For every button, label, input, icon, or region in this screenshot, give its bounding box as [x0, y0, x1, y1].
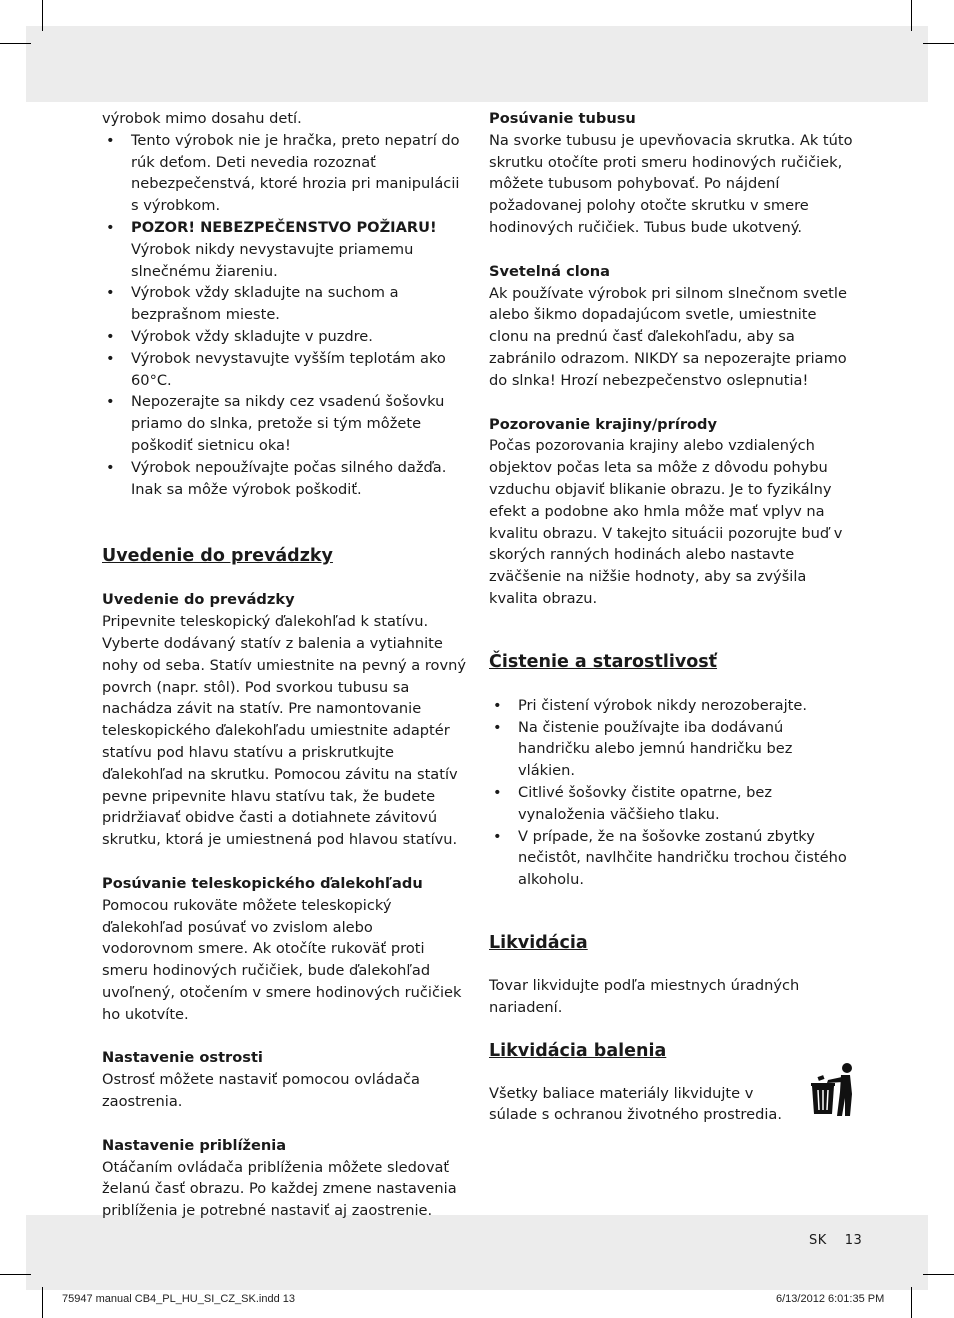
- disposal-body: Tovar likvidujte podľa miestnych úradných nariadení.: [489, 976, 800, 1016]
- list-item: • Výrobok vždy skladujte na suchom a bezprašnom mieste.: [102, 282, 467, 326]
- cleaning-list: [489, 695, 854, 891]
- subsection-title: Uvedenie do prevádzky: [102, 591, 295, 609]
- crop-mark: [923, 1274, 954, 1275]
- subsection-body: Počas pozorovania krajiny alebo vzdialených objektov počas leta sa môže z dôvodu pohybu vzduchu objaviť blikanie obrazu. Je to fyzikálny efekt a podobne ako hmla môže mať vplyv na kvalitu obrazu. V takejto situácii pozorujte buď v skorých ranných hodinách alebo nastavte zväčšenie na nižšie hodnoty, aby sa zvýšila kvalita obrazu.: [489, 437, 843, 607]
- header-band: [26, 26, 928, 102]
- right-column: [489, 108, 854, 1126]
- slug-filename: 75947 manual CB4_PL_HU_SI_CZ_SK.indd 13: [62, 1293, 295, 1305]
- page-number-value: 13: [844, 1233, 863, 1248]
- section-heading-cleaning: Čistenie a starostlivosť: [489, 651, 718, 672]
- list-item: • POZOR! NEBEZPEČENSTVO POŽIARU! Výrobok nikdy nevystavujte priamemu slnečnému žiareniu.: [102, 217, 467, 282]
- crop-mark: [923, 43, 954, 44]
- subsection-body: Na svorke tubusu je upevňovacia skrutka. Ak túto skrutku otočíte proti smeru hodinových ručičiek, môžete tubusom pohybovať. Po nájdení požadovanej polohy otočte skrutku v smere hodinových ručičiek. Tubus bude ukotvený.: [489, 131, 853, 236]
- subsection-title: Pozorovanie krajiny/prírody: [489, 415, 718, 433]
- language-code: SK: [809, 1233, 827, 1248]
- list-item: • Nepozerajte sa nikdy cez vsadenú šošovku priamo do slnka, pretože si tým môžete poškodiť sietnicu oka!: [102, 391, 467, 456]
- crop-mark: [0, 1274, 31, 1275]
- subsection-body: Ak používate výrobok pri silnom slnečnom svetle alebo šikmo dopadajúcom svetle, umiestnite clonu na prednú časť ďalekohľadu, aby sa zabránilo odrazom. NIKDY sa nepozerajte priamo do slnka! Hrozí nebezpečenstvo oslepnutia!: [489, 284, 847, 389]
- crop-mark: [42, 1287, 43, 1318]
- list-item: • Výrobok nepoužívajte počas silného dažďa. Inak sa môže výrobok poškodiť.: [102, 457, 467, 501]
- footer-band: [26, 1215, 928, 1290]
- intro-line: výrobok mimo dosahu detí.: [102, 110, 302, 127]
- waste-bin-person-icon: [810, 1060, 856, 1118]
- subsection-title: Nastavenie ostrosti: [102, 1049, 263, 1067]
- list-item: • Výrobok vždy skladujte v puzdre.: [102, 326, 467, 348]
- fire-warning: POZOR! NEBEZPEČENSTVO POŽIARU!: [131, 218, 437, 236]
- subsection-title: Nastavenie priblíženia: [102, 1136, 287, 1154]
- subsection-body: Pomocou rukoväte môžete teleskopický ďalekohľad posúvať vo zvislom alebo vodorovnom smere. Ak otočíte rukoväť proti smeru hodinových ručičiek, bude ďalekohľad uvoľnený, otočením v smere hodinových ručičiek ho ukotvíte.: [102, 896, 462, 1023]
- subsection-title: Svetelná clona: [489, 262, 611, 280]
- crop-mark: [0, 43, 31, 44]
- crop-mark: [42, 0, 43, 31]
- section-heading-packaging: Likvidácia balenia: [489, 1040, 667, 1061]
- crop-mark: [911, 0, 912, 31]
- section-heading-setup: Uvedenie do prevádzky: [102, 546, 333, 567]
- left-column: [102, 108, 467, 1222]
- subsection-body: Ostrosť môžete nastaviť pomocou ovládača zaostrenia.: [102, 1071, 420, 1111]
- slug-datetime: 6/13/2012 6:01:35 PM: [776, 1293, 885, 1305]
- packaging-body: Všetky baliace materiály likvidujte v súlade s ochranou životného prostredia.: [489, 1084, 782, 1124]
- list-item: • V prípade, že na šošovke zostanú zbytky nečistôt, navlhčite handričku trochou čistého alkoholu.: [489, 826, 854, 891]
- crop-mark: [911, 1287, 912, 1318]
- subsection-title: Posúvanie tubusu: [489, 110, 636, 127]
- page-number: [809, 1233, 862, 1248]
- subsection-body: Pripevnite teleskopický ďalekohľad k statívu. Vyberte dodávaný statív z balenia a vytiahnite nohy od seba. Statív umiestnite na pevný a rovný povrch (napr. stôl). Pod svorkou tubusu sa nachádza závit na statív. Pre namontovanie teleskopického ďalekohľadu umiestnite adaptér statívu pod hlavu statívu a priskrutkujte ďalekohľad na skrutku. Pomocou závitu na statív pevne pripevnite hlavu statívu tak, že budete pridržiavať obidve časti a dotiahnete závitovú skrutku, ktorá je umiestnená pod hlavou statívu.: [102, 613, 466, 849]
- list-item: • Výrobok nevystavujte vyšším teplotám ako 60°C.: [102, 348, 467, 392]
- subsection-title: Posúvanie teleskopického ďalekohľadu: [102, 874, 423, 892]
- safety-list: [102, 130, 467, 501]
- list-item: • Pri čistení výrobok nikdy nerozoberajte.: [489, 695, 854, 717]
- list-item: • Na čistenie používajte iba dodávanú handričku alebo jemnú handričku bez vlákien.: [489, 717, 854, 782]
- list-item: • Tento výrobok nie je hračka, preto nepatrí do rúk deťom. Deti nevedia rozoznať nebezpečenstvá, ktoré hrozia pri manipulácii s výrobkom.: [102, 130, 467, 217]
- list-item: • Citlivé šošovky čistite opatrne, bez vynaloženia väčšieho tlaku.: [489, 782, 854, 826]
- subsection-body: Otáčaním ovládača priblíženia môžete sledovať želanú časť obrazu. Po každej zmene nastavenia priblíženia je potrebné nastaviť aj zaostrenie.: [102, 1158, 457, 1220]
- section-heading-disposal: Likvidácia: [489, 932, 588, 953]
